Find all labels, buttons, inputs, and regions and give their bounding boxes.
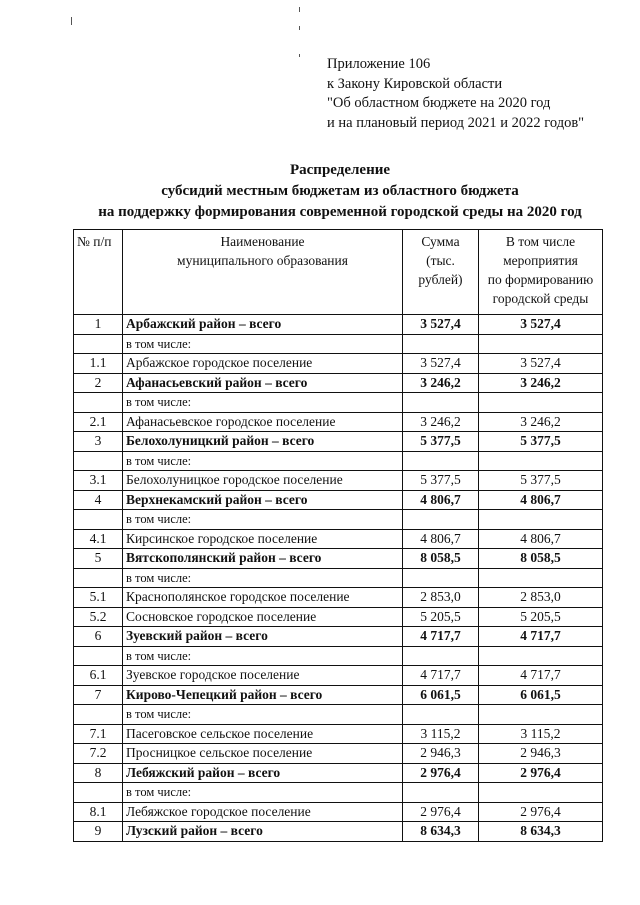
row-number bbox=[74, 334, 123, 354]
row-number: 1 bbox=[74, 315, 123, 335]
row-including: 4 717,7 bbox=[479, 666, 603, 686]
table-row bbox=[74, 705, 603, 725]
row-including: 6 061,5 bbox=[479, 685, 603, 705]
row-including: 3 246,2 bbox=[479, 412, 603, 432]
row-sum bbox=[403, 568, 479, 588]
row-including bbox=[479, 393, 603, 413]
row-sum: 3 527,4 bbox=[403, 354, 479, 374]
table-row bbox=[74, 529, 603, 549]
row-number: 6.1 bbox=[74, 666, 123, 686]
row-number: 7.1 bbox=[74, 724, 123, 744]
row-name: Вятскополянский район – всего bbox=[123, 549, 403, 569]
row-number bbox=[74, 783, 123, 803]
table-row bbox=[74, 315, 603, 335]
distribution-table bbox=[73, 229, 603, 842]
table-row bbox=[74, 822, 603, 842]
header-sum: Сумма (тыс. рублей) bbox=[403, 230, 479, 315]
row-sum: 5 205,5 bbox=[403, 607, 479, 627]
row-sum: 3 246,2 bbox=[403, 373, 479, 393]
row-including: 5 377,5 bbox=[479, 471, 603, 491]
table-row bbox=[74, 373, 603, 393]
table-row bbox=[74, 666, 603, 686]
table-row bbox=[74, 763, 603, 783]
row-number: 1.1 bbox=[74, 354, 123, 374]
row-name: в том числе: bbox=[123, 783, 403, 803]
row-sum: 2 946,3 bbox=[403, 744, 479, 764]
row-number: 4 bbox=[74, 490, 123, 510]
row-name: в том числе: bbox=[123, 646, 403, 666]
row-including: 4 806,7 bbox=[479, 529, 603, 549]
row-sum bbox=[403, 646, 479, 666]
row-number: 7.2 bbox=[74, 744, 123, 764]
row-including: 8 058,5 bbox=[479, 549, 603, 569]
row-sum bbox=[403, 451, 479, 471]
row-sum bbox=[403, 510, 479, 530]
title-line: субсидий местным бюджетам из областного бюджета bbox=[161, 183, 519, 199]
row-sum: 4 806,7 bbox=[403, 490, 479, 510]
row-sum bbox=[403, 783, 479, 803]
row-name: в том числе: bbox=[123, 510, 403, 530]
row-including: 4 806,7 bbox=[479, 490, 603, 510]
scan-artifact bbox=[299, 7, 300, 12]
table-row bbox=[74, 802, 603, 822]
row-name: Пасеговское сельское поселение bbox=[123, 724, 403, 744]
title-line: на поддержку формирования современной городской среды на 2020 год bbox=[98, 204, 582, 220]
row-name: Арбажское городское поселение bbox=[123, 354, 403, 374]
table-row bbox=[74, 783, 603, 803]
row-sum bbox=[403, 705, 479, 725]
row-name: Верхнекамский район – всего bbox=[123, 490, 403, 510]
row-name: Кирово-Чепецкий район – всего bbox=[123, 685, 403, 705]
row-sum: 5 377,5 bbox=[403, 471, 479, 491]
table-header-row bbox=[74, 230, 603, 315]
row-including: 2 976,4 bbox=[479, 763, 603, 783]
row-name: Лебяжский район – всего bbox=[123, 763, 403, 783]
table-row bbox=[74, 549, 603, 569]
row-including bbox=[479, 568, 603, 588]
row-including: 2 853,0 bbox=[479, 588, 603, 608]
header-including: В том числе мероприятия по формированию городской среды bbox=[479, 230, 603, 315]
row-name: Кирсинское городское поселение bbox=[123, 529, 403, 549]
appendix-line: к Закону Кировской области bbox=[327, 75, 503, 92]
row-including bbox=[479, 510, 603, 530]
row-including: 3 115,2 bbox=[479, 724, 603, 744]
row-number bbox=[74, 705, 123, 725]
appendix-line: "Об областном бюджете на 2020 год bbox=[327, 95, 551, 111]
row-number: 5.2 bbox=[74, 607, 123, 627]
row-including bbox=[479, 705, 603, 725]
row-including: 5 205,5 bbox=[479, 607, 603, 627]
row-number: 2 bbox=[74, 373, 123, 393]
row-number: 7 bbox=[74, 685, 123, 705]
row-sum: 4 717,7 bbox=[403, 666, 479, 686]
table-row bbox=[74, 685, 603, 705]
appendix-line: и на плановый период 2021 и 2022 годов" bbox=[327, 114, 585, 131]
row-including: 3 527,4 bbox=[479, 315, 603, 335]
row-sum: 5 377,5 bbox=[403, 432, 479, 452]
row-number bbox=[74, 451, 123, 471]
scan-artifact bbox=[299, 54, 300, 57]
row-number: 9 bbox=[74, 822, 123, 842]
table-row bbox=[74, 724, 603, 744]
table-row bbox=[74, 471, 603, 491]
row-sum: 4 717,7 bbox=[403, 627, 479, 647]
table-row bbox=[74, 627, 603, 647]
row-number: 3.1 bbox=[74, 471, 123, 491]
row-sum bbox=[403, 393, 479, 413]
row-including: 4 717,7 bbox=[479, 627, 603, 647]
scan-artifact bbox=[71, 17, 72, 25]
row-name: в том числе: bbox=[123, 393, 403, 413]
row-sum: 8 634,3 bbox=[403, 822, 479, 842]
row-name: в том числе: bbox=[123, 568, 403, 588]
row-sum: 3 527,4 bbox=[403, 315, 479, 335]
appendix-line: Приложение 106 bbox=[327, 56, 431, 72]
row-name: Афанасьевское городское поселение bbox=[123, 412, 403, 432]
row-including: 3 527,4 bbox=[479, 354, 603, 374]
row-sum: 3 115,2 bbox=[403, 724, 479, 744]
row-number: 3 bbox=[74, 432, 123, 452]
title-line: Распределение bbox=[289, 162, 391, 178]
row-sum: 6 061,5 bbox=[403, 685, 479, 705]
row-name: Афанасьевский район – всего bbox=[123, 373, 403, 393]
row-sum: 8 058,5 bbox=[403, 549, 479, 569]
row-number bbox=[74, 393, 123, 413]
row-including bbox=[479, 646, 603, 666]
row-number: 8 bbox=[74, 763, 123, 783]
table-row bbox=[74, 432, 603, 452]
table-row bbox=[74, 334, 603, 354]
table-row bbox=[74, 510, 603, 530]
row-name: Зуевское городское поселение bbox=[123, 666, 403, 686]
row-number bbox=[74, 568, 123, 588]
table-row bbox=[74, 588, 603, 608]
row-name: Лузский район – всего bbox=[123, 822, 403, 842]
row-name: Сосновское городское поселение bbox=[123, 607, 403, 627]
row-number: 6 bbox=[74, 627, 123, 647]
row-name: Лебяжское городское поселение bbox=[123, 802, 403, 822]
row-name: Просницкое сельское поселение bbox=[123, 744, 403, 764]
row-sum bbox=[403, 334, 479, 354]
row-including: 3 246,2 bbox=[479, 373, 603, 393]
table-row bbox=[74, 393, 603, 413]
table-row bbox=[74, 607, 603, 627]
row-including bbox=[479, 334, 603, 354]
row-including: 2 946,3 bbox=[479, 744, 603, 764]
row-number bbox=[74, 510, 123, 530]
table-row bbox=[74, 451, 603, 471]
row-number: 5.1 bbox=[74, 588, 123, 608]
row-including bbox=[479, 783, 603, 803]
row-sum: 3 246,2 bbox=[403, 412, 479, 432]
row-name: Арбажский район – всего bbox=[123, 315, 403, 335]
table-row bbox=[74, 646, 603, 666]
table-row bbox=[74, 744, 603, 764]
row-including bbox=[479, 451, 603, 471]
row-name: Зуевский район – всего bbox=[123, 627, 403, 647]
row-sum: 2 853,0 bbox=[403, 588, 479, 608]
appendix-header bbox=[327, 55, 584, 133]
row-number: 4.1 bbox=[74, 529, 123, 549]
header-name: Наименование муниципального образования bbox=[123, 230, 403, 315]
row-sum: 2 976,4 bbox=[403, 763, 479, 783]
table-row bbox=[74, 412, 603, 432]
scan-artifact bbox=[299, 26, 300, 30]
row-name: в том числе: bbox=[123, 705, 403, 725]
row-name: в том числе: bbox=[123, 451, 403, 471]
row-number bbox=[74, 646, 123, 666]
table-row bbox=[74, 568, 603, 588]
row-name: Белохолуницкое городское поселение bbox=[123, 471, 403, 491]
row-number: 8.1 bbox=[74, 802, 123, 822]
header-number: № п/п bbox=[74, 230, 123, 315]
row-name: Краснополянское городское поселение bbox=[123, 588, 403, 608]
row-including: 5 377,5 bbox=[479, 432, 603, 452]
table-row bbox=[74, 490, 603, 510]
row-including: 8 634,3 bbox=[479, 822, 603, 842]
row-sum: 2 976,4 bbox=[403, 802, 479, 822]
row-number: 5 bbox=[74, 549, 123, 569]
row-name: Белохолуницкий район – всего bbox=[123, 432, 403, 452]
row-sum: 4 806,7 bbox=[403, 529, 479, 549]
table-row bbox=[74, 354, 603, 374]
row-name: в том числе: bbox=[123, 334, 403, 354]
document-title bbox=[70, 160, 610, 223]
row-number: 2.1 bbox=[74, 412, 123, 432]
row-including: 2 976,4 bbox=[479, 802, 603, 822]
